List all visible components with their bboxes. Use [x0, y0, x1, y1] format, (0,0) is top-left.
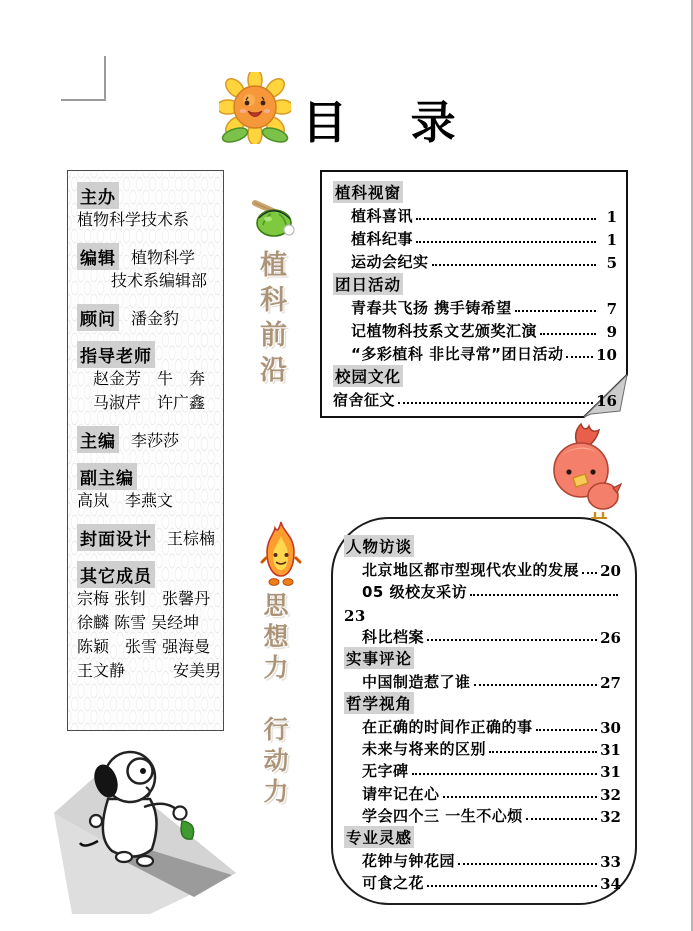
dotted-leader	[470, 594, 618, 596]
masthead-content	[77, 182, 222, 683]
toc-row[interactable]	[362, 557, 621, 579]
toc-page-number: 1	[606, 208, 617, 226]
dotted-leader	[412, 773, 598, 775]
toc-section-label[interactable]: 校园文化	[333, 365, 403, 387]
masthead-block	[77, 304, 218, 330]
toc-page-number: 26	[600, 628, 621, 647]
masthead-block	[77, 341, 218, 415]
masthead-box	[67, 170, 224, 731]
toc-row[interactable]	[362, 669, 621, 691]
dotted-leader	[458, 863, 597, 865]
dotted-leader	[536, 729, 598, 731]
walking-dog-icon	[46, 747, 238, 919]
masthead-block	[77, 561, 222, 683]
toc-page-number: 1	[606, 231, 617, 249]
toc-section-label-row	[333, 180, 617, 203]
toc-entry-title[interactable]: 宿舍征文	[333, 391, 396, 409]
sunflower-icon	[219, 72, 291, 148]
toc-entry-title[interactable]: 在正确的时间作正确的事	[362, 717, 533, 736]
masthead-label: 封面设计	[77, 524, 155, 551]
masthead-line: 宗梅 张钊 张馨丹	[77, 589, 211, 608]
toc-row[interactable]	[362, 781, 621, 803]
masthead-line: 技术系编辑部	[111, 271, 208, 290]
toc-row[interactable]	[344, 602, 621, 624]
page-title: 目 录	[302, 96, 480, 149]
masthead-label-row	[77, 561, 218, 587]
masthead-line: 徐麟 陈雪 吴经坤	[77, 613, 200, 632]
toc-entry-title[interactable]: 花钟与钟花园	[362, 851, 456, 870]
toc-page-number: 10	[596, 346, 617, 364]
toc-section-label-row	[344, 692, 621, 714]
masthead-block	[77, 463, 218, 513]
masthead-line: 王文静 安美男	[77, 661, 222, 680]
chick-icon	[547, 422, 623, 524]
masthead-block	[77, 243, 218, 293]
toc-page-number: 34	[600, 875, 621, 894]
dotted-leader	[526, 818, 597, 820]
toc-page-number: 32	[600, 785, 621, 804]
toc-entry-title[interactable]: 可食之花	[362, 874, 425, 893]
masthead-label-row	[77, 463, 218, 489]
dotted-leader	[566, 356, 593, 358]
toc-entry-title[interactable]: 未来与将来的区别	[362, 739, 487, 758]
masthead-value: 潘金豹	[131, 308, 180, 328]
masthead-label: 顾问	[77, 304, 119, 331]
masthead-label-row	[77, 341, 218, 367]
toc-row[interactable]	[351, 226, 617, 249]
toc-section-label-row	[333, 364, 617, 387]
toc-entry-title[interactable]: 无字碑	[362, 762, 409, 781]
masthead-label-row	[77, 524, 218, 550]
toc-page-number: 9	[606, 323, 617, 341]
toc-box-thought	[331, 517, 637, 905]
masthead-line: 赵金芳 牛 奔	[93, 369, 206, 388]
toc-entry-title[interactable]: 学会四个三 一生不心烦	[362, 807, 523, 826]
toc-entry-title[interactable]: 中国制造惹了谁	[362, 672, 471, 691]
masthead-label-row	[77, 243, 218, 269]
dotted-leader	[443, 796, 598, 798]
masthead-label: 副主编	[77, 463, 137, 490]
masthead-block	[77, 524, 218, 550]
dotted-leader	[427, 885, 597, 887]
toc-entry-title[interactable]: 科比档案	[362, 627, 425, 646]
toc-entry-title[interactable]: 请牢记在心	[362, 784, 440, 803]
toc-section-label-row	[344, 826, 621, 848]
masthead-label: 其它成员	[77, 561, 155, 588]
toc-section-label[interactable]: 人物访谈	[344, 535, 414, 557]
toc-section-label[interactable]: 团日活动	[333, 273, 403, 295]
dotted-leader	[416, 218, 596, 220]
toc-front-content	[320, 170, 629, 419]
toc-section-label[interactable]: 专业灵感	[344, 826, 414, 848]
masthead-label: 编辑	[77, 243, 119, 270]
dotted-leader	[416, 241, 596, 243]
toc-entry-title[interactable]: 植科喜讯	[351, 207, 414, 225]
toc-row[interactable]	[351, 341, 617, 364]
toc-page-number: 20	[600, 561, 621, 580]
toc-row[interactable]	[362, 714, 621, 736]
toc-section-label[interactable]: 哲学视角	[344, 692, 414, 714]
toc-page-number: 30	[600, 718, 621, 737]
toc-page-number: 16	[596, 392, 617, 410]
toc-entry-title[interactable]: 23	[344, 606, 366, 625]
masthead-label: 主办	[77, 182, 119, 209]
masthead-value: 王棕楠	[167, 528, 216, 548]
toc-section-label[interactable]: 植科视窗	[333, 181, 403, 203]
toc-page-number: 33	[600, 852, 621, 871]
masthead-line: 马淑芹 许广鑫	[93, 393, 206, 412]
toc-entry-title[interactable]: 青春共飞扬 携手铸希望	[351, 299, 512, 317]
masthead-line: 陈颖 张雪 强海曼	[77, 637, 211, 656]
dotted-leader	[582, 572, 597, 574]
masthead-label-row	[77, 304, 218, 330]
dotted-leader	[540, 333, 596, 335]
dotted-leader	[474, 684, 598, 686]
toc-entry-title[interactable]: 植科纪事	[351, 230, 414, 248]
toc-section-label-row	[333, 272, 617, 295]
toc-entry-title[interactable]: 记植物科技系文艺颁奖汇演	[351, 322, 538, 340]
toc-section-label[interactable]: 实事评论	[344, 647, 414, 669]
masthead-block	[77, 182, 218, 232]
dotted-leader	[398, 402, 593, 404]
masthead-block	[77, 426, 218, 452]
toc-page-number: 31	[600, 763, 621, 782]
flame-icon	[260, 520, 302, 592]
toc-row[interactable]	[362, 737, 621, 759]
toc-page-number: 27	[600, 673, 621, 692]
masthead-line: 植物科学技术系	[77, 210, 190, 229]
masthead-value: 李莎莎	[131, 430, 180, 450]
dotted-leader	[489, 751, 597, 753]
toc-row[interactable]	[362, 625, 621, 647]
toc-box-front	[320, 170, 629, 419]
toc-row[interactable]	[333, 387, 617, 410]
toc-entry-title[interactable]: “多彩植科 非比寻常”团日活动	[351, 345, 564, 363]
dotted-leader	[427, 639, 597, 641]
masthead-value: 植物科学	[131, 247, 196, 267]
toc-thought-content	[344, 535, 621, 893]
toc-row[interactable]	[362, 804, 621, 826]
masthead-label: 指导老师	[77, 341, 155, 368]
toc-section-label-row	[344, 535, 621, 557]
masthead-label-row	[77, 182, 218, 208]
toc-row[interactable]	[351, 203, 617, 226]
dotted-leader	[515, 310, 596, 312]
margin-corner-mark	[58, 53, 108, 107]
column-caption-front: 植科前沿	[255, 250, 286, 390]
toc-row[interactable]	[362, 759, 621, 781]
column-caption-thought: 思想力 行动力	[260, 592, 289, 809]
toc-entry-title[interactable]: 05 级校友采访	[362, 583, 468, 602]
green-bug-icon	[249, 195, 295, 243]
toc-row[interactable]	[362, 871, 621, 893]
toc-row[interactable]	[351, 295, 617, 318]
dotted-leader	[432, 264, 596, 266]
masthead-label: 主编	[77, 426, 119, 453]
toc-row[interactable]	[362, 580, 621, 602]
toc-page-number: 32	[600, 808, 621, 827]
toc-row[interactable]	[351, 249, 617, 272]
toc-row[interactable]	[351, 318, 617, 341]
toc-page-number: 7	[606, 300, 617, 318]
toc-entry-title[interactable]: 运动会纪实	[351, 253, 429, 271]
toc-page-number: 31	[600, 740, 621, 759]
masthead-label-row	[77, 426, 218, 452]
masthead-line: 高岚 李燕文	[77, 491, 174, 510]
toc-page-number: 5	[606, 254, 617, 272]
toc-section-label-row	[344, 647, 621, 669]
toc-entry-title[interactable]: 北京地区都市型现代农业的发展	[362, 560, 580, 579]
toc-row[interactable]	[362, 848, 621, 870]
